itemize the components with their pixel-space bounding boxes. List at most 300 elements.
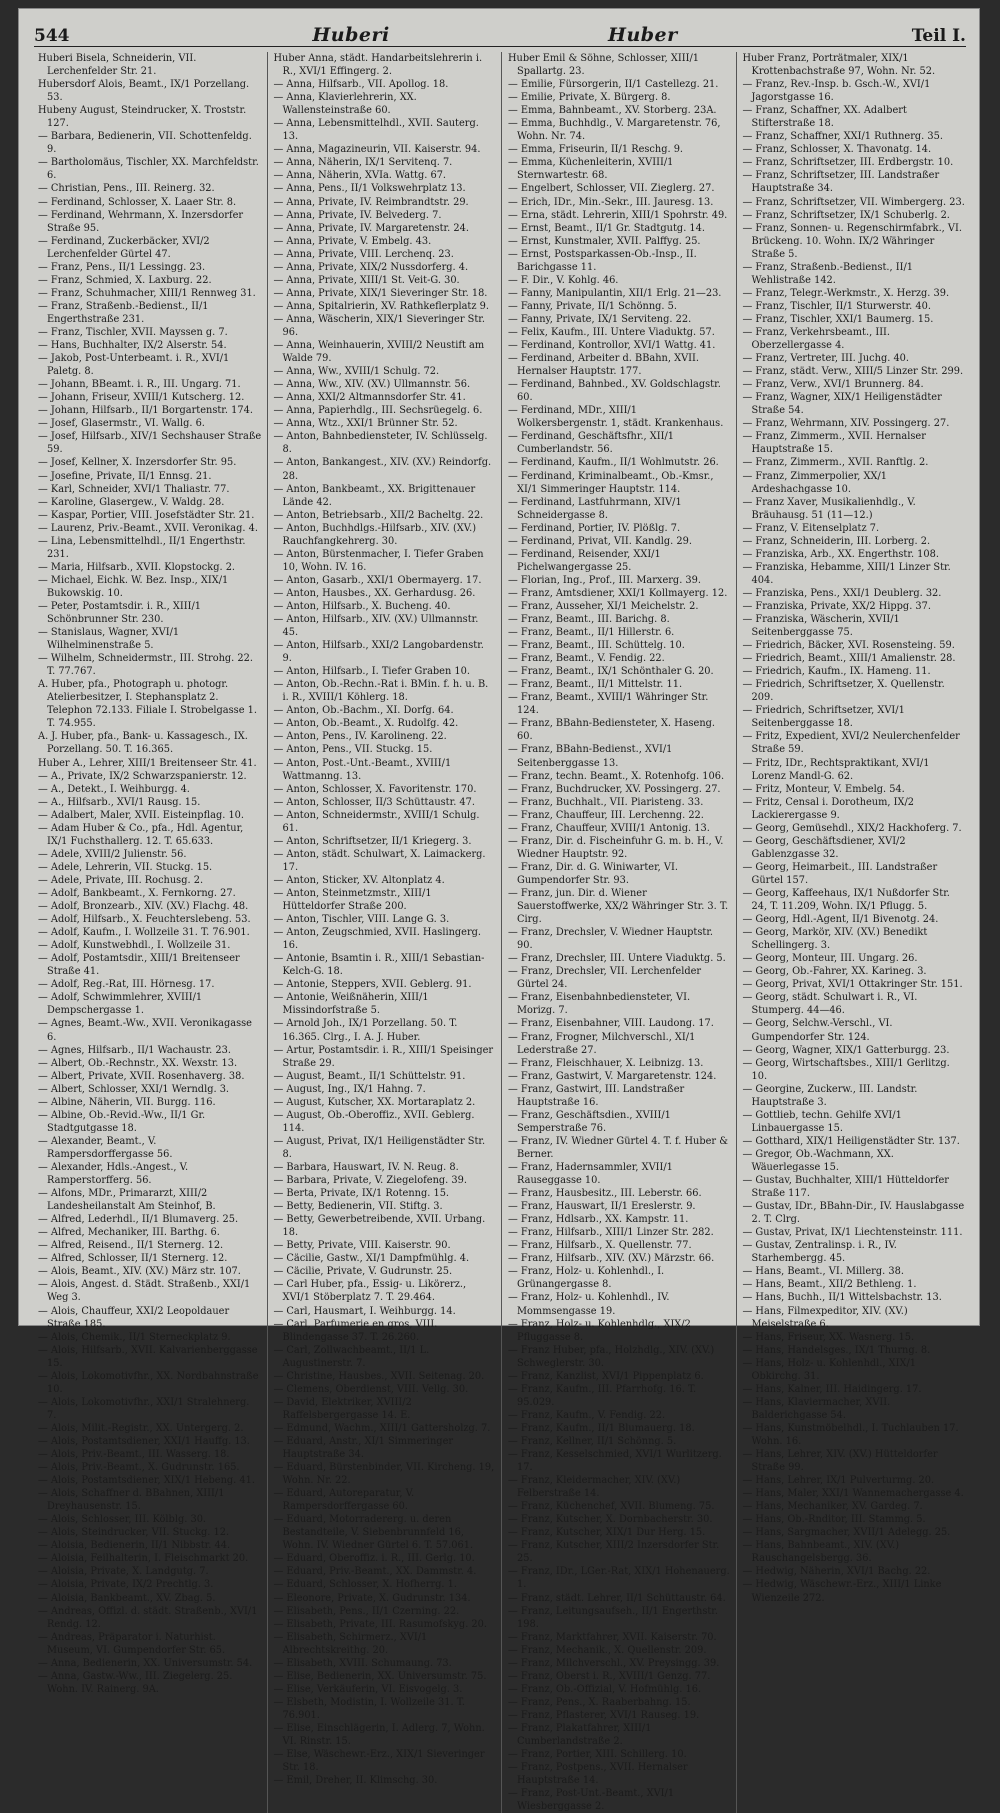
directory-entry: — Betty, Bedienerin, VII. Stiftg. 3. [273, 1201, 443, 1213]
directory-entry: — Georg, Markör, XIV. (XV.) Benedikt Schellingerg. 3. [742, 927, 928, 952]
directory-entry: — Alois, Chauffeur, XXI/2 Leopoldauer Straße 185. [38, 1305, 230, 1330]
directory-entry: — Peter, Postamtsdir. i. R., XIII/1 Schönbrunner Str. 230. [38, 600, 202, 626]
directory-entry: — Franz, Chauffeur, XVIII/1 Antonig. 13. [508, 822, 710, 834]
directory-entry: — Franz, Sonnen- u. Regenschirmfabrk., VI. Brückeng. 10. Wohn. IX/2 Währinger Straße 5. [742, 222, 962, 260]
directory-entry: — Franz, Beamt., XVIII/1 Währinger Str. 124. [508, 692, 709, 717]
directory-entry: — Anton, Hilfsarb., XXI/2 Langobardenstr. 9. [273, 640, 484, 665]
directory-entry: — Franz, städt. Lehrer, II/1 Schüttaustr. 64. [508, 1592, 726, 1604]
directory-entry: — Franziska, Hebamme, XIII/1 Linzer Str. 404. [742, 561, 951, 586]
directory-entry: — Anna, Spitalrierin, XV. Rathkeflerplatz 9. [273, 300, 489, 312]
directory-entry: — Anton, Schlosser, X. Favoritenstr. 170. [273, 783, 477, 795]
directory-entry: — Franz, IV. Wiedner Gürtel 4. T. f. Huber & Berner. [508, 1135, 728, 1160]
directory-entry: — Ferdinand, Lastfuhrmann, XIV/1 Schneidergasse 8. [508, 496, 682, 521]
directory-entry: — Friedrich, Beamt., XIII/1 Amalienstr. 28. [742, 653, 956, 665]
column-2 [267, 52, 502, 1813]
directory-entry: — Adolf, Schwimmlehrer, XVIII/1 Dempschergasse 1. [38, 992, 203, 1017]
directory-entry: — Karoline, Glasergew., V. Waldg. 28. [38, 496, 225, 508]
directory-entry: — Franz, Buchhalt., VII. Piaristeng. 33. [508, 796, 704, 808]
directory-entry: — Florian, Ing., Prof., III. Marxerg. 39. [508, 574, 702, 586]
directory-entry: — Fanny, Private, IX/1 Serviteng. 22. [508, 313, 692, 325]
directory-entry: — Franz, Beamt., II/1 Mittelstr. 11. [508, 679, 683, 691]
directory-entry: — Franz, Holz- u. Kohlenhdl., I. Grünangergasse 8. [508, 1266, 665, 1291]
directory-entry: — Anton, Post.-Unt.-Beamt., XVIII/1 Wattmanng. 13. [273, 757, 452, 782]
directory-entry: — Hans, Kunstmöbelhdl., I. Tuchlauben 17. Wohn. 16. [742, 1422, 959, 1447]
directory-entry: — Erich, IDr., Min.-Sekr., III. Jauresg. 13. [508, 196, 714, 208]
directory-entry: — Franz, Straßenb.-Bedienst., II/1 Engerthstraße 231. [38, 300, 209, 325]
directory-entry: Huber Anna, städt. Handarbeitslehrerin i. R., XVI/1 Effingerg. 2. [273, 53, 483, 78]
directory-entry: — Emma, Buchhdlg., V. Margaretenstr. 76, Wohn. Nr. 74. [508, 118, 721, 143]
directory-entry: — Ferdinand, Reisender, XXI/1 Pichelwangergasse 25. [508, 548, 661, 573]
directory-entry: — Alfred, Lederhdl., II/1 Blumaverg. 25. [38, 1214, 239, 1226]
directory-entry: — Aloisia, Bankbeamt., XV. Zbag. 5. [38, 1592, 216, 1604]
directory-entry: — Stanislaus, Wagner, XVI/1 Wilhelminenstraße 5. [38, 627, 180, 652]
directory-entry: — Antonie, Bsamtin i. R., XIII/1 Sebastian-Kelch-G. 18. [273, 953, 485, 978]
directory-entry: — Franz, Schaffner, XX. Adalbert Stifterstraße 18. [742, 105, 907, 130]
directory-entry: — Eduard, Autoreparatur, V. Rampersdorffergasse 60. [273, 1488, 415, 1513]
directory-entry: — Anton, Ob.-Bachm., XI. Dorfg. 64. [273, 705, 454, 717]
directory-entry: Huber Emil & Söhne, Schlosser, XIII/1 Spallartg. 23. [508, 53, 699, 78]
directory-entry: — Hans, Handelsges., IX/1 Thurng. 8. [742, 1344, 931, 1356]
directory-entry: — Anton, Pens., IV. Karolineng. 22. [273, 731, 447, 743]
directory-entry: — Ferdinand, Wehrmann, X. Inzersdorfer Straße 95. [38, 209, 244, 234]
page-number: 544 [34, 26, 70, 46]
directory-entry: — Georg, Ob.-Fahrer, XX. Karineg. 3. [742, 966, 927, 978]
directory-entry: — Alois, Steindrucker, VII. Stuckg. 12. [38, 1527, 230, 1539]
directory-entry: — Hedwig, Näherin, XVI/1 Bachg. 22. [742, 1566, 931, 1578]
directory-entry: — Georg, Selchw.-Verschl., VI. Gumpendorfer Str. 124. [742, 1018, 893, 1043]
directory-entry: — Ferdinand, Privat, VII. Kandlg. 29. [508, 535, 692, 547]
directory-entry: — Georg, Privat, XVI/1 Ottakringer Str. 151. [742, 979, 963, 991]
directory-entry: — Andreas, Offizl. d. städt. Straßenb., XVI/1 Rendg. 12. [38, 1605, 258, 1630]
directory-entry: — Anton, Ob.-Beamt., X. Rudolfg. 42. [273, 718, 459, 730]
directory-entry: — Georg, Gemüsehdl., XIX/2 Hackhoferg. 7. [742, 822, 962, 834]
directory-entry: — Aloisia, Private, IX/2 Prechtlg. 3. [38, 1579, 214, 1591]
directory-entry: — Ernst, Kunstmaler, XVII. Palffyg. 25. [508, 235, 701, 247]
directory-entry: — Betty, Private, VIII. Kaiserstr. 90. [273, 1240, 451, 1252]
directory-entry: — Franz, Pens., II/1 Lessingg. 23. [38, 261, 206, 273]
directory-entry: — Anton, Hilfsarb., X. Bucheng. 40. [273, 600, 451, 612]
directory-entry: — Anna, Private, V. Embelg. 43. [273, 235, 432, 247]
directory-entry: — Anna, Hilfsarb., VII. Apollog. 18. [273, 79, 449, 91]
directory-entry: — Franz, jun. Dir. d. Wiener Sauerstoffwerke, XX/2 Währinger Str. 3. T. Cirg. [508, 888, 729, 926]
directory-entry: — Franz, Ausseher, XI/1 Meichelstr. 2. [508, 600, 699, 612]
directory-entry: — Hans, Maler, XXI/1 Wannemachergasse 4. [742, 1488, 964, 1500]
directory-entry: — Franz, Plakatfahrer, XIII/1 Cumberlandstraße 2. [508, 1723, 652, 1748]
directory-entry: — Franziska, Arb., XX. Engerthstr. 108. [742, 548, 939, 560]
directory-entry: — Josef, Glasermstr., VI. Wallg. 6. [38, 418, 205, 430]
directory-entry: — Hans, Mechaniker, XV. Gardeg. 7. [742, 1501, 923, 1513]
directory-entry: — Bartholomäus, Tischler, XX. Marchfeldstr. 6. [38, 157, 259, 182]
directory-entry: — Adolf, Kaufm., I. Wollzeile 31. T. 76.901. [38, 927, 250, 939]
directory-entry: — Andreas, Präparator i. Naturhist. Museum, VI. Gumpendorfer Str. 65. [38, 1631, 226, 1656]
directory-entry: — August, Ing., IX/1 Hahng. 7. [273, 1083, 426, 1095]
directory-entry: — Carl Huber, pfa., Essig- u. Likörerz., XVI/1 Stöberplatz 7. T. 29.464. [273, 1279, 467, 1304]
directory-entry: — Franz, Milchverschl., XV. Preysingg. 39. [508, 1657, 720, 1669]
directory-entry: — Albine, Näherin, VII. Burgg. 116. [38, 1096, 216, 1108]
directory-entry: — Franz, Beamt., IX/1 Schönthaler G. 20. [508, 666, 714, 678]
directory-entry: — Anton, städt. Schulwart, X. Laimackerg. 17. [273, 848, 486, 873]
directory-entry: — Carl, Zollwachbeamt., II/1 L. Augustinerstr. 7. [273, 1344, 430, 1369]
directory-entry: — Elisabeth, XVIII. Schumaung. 73. [273, 1657, 452, 1669]
directory-entry: — Albert, Private, XVII. Rosenhaverg. 38. [38, 1070, 245, 1082]
directory-entry: — Franz, Wehrmann, XIV. Possingerg. 27. [742, 418, 950, 430]
directory-entry: — Alois, Lokomotivfhr., XX. Nordbahnstraße 10. [38, 1370, 259, 1395]
directory-entry: — Engelbert, Schlosser, VII. Zieglerg. 27. [508, 183, 715, 195]
directory-entry: — Anna, Private, XIX/1 Sieveringer Str. 18. [273, 287, 488, 299]
directory-entry: — Eduard, Bürstenbinder, VII. Kircheng. 19, Wohn. Nr. 22. [273, 1462, 495, 1487]
directory-entry: — Franziska, Wäscherin, XVII/1 Seitenberggasse 75. [742, 614, 900, 639]
directory-entry: — Friedrich, Schriftsetzer, XVI/1 Seitenberggasse 18. [742, 705, 905, 730]
directory-entry: — Anton, Hausbes., XX. Gerhardusg. 26. [273, 587, 476, 599]
directory-entry: — Franz, Schmied, X. Laxburg. 22. [38, 274, 212, 286]
directory-entry: — Johann, Hilfsarb., II/1 Borgartenstr. 174. [38, 405, 253, 417]
directory-entry: — Adele, XVIII/2 Julienstr. 56. [38, 848, 187, 860]
directory-entry: — Anton, Hilfsarb., I. Tiefer Graben 10. [273, 666, 470, 678]
directory-entry: — Anna, Näherin, XVIa. Wattg. 67. [273, 170, 447, 182]
directory-entry: — Franz, Eisenbahnbediensteter, VI. Morizg. 7. [508, 992, 691, 1017]
directory-entry: — Ferdinand, Schlosser, X. Laaer Str. 8. [38, 196, 237, 208]
directory-entry: — Alois, Chemik., II/1 Sterneckplatz 9. [38, 1331, 231, 1343]
directory-entry: — Gotthard, XIX/1 Heiligenstädter Str. 137. [742, 1135, 960, 1147]
directory-entry: — Antonie, Weißnäherin, XIII/1 Missindorfstraße 5. [273, 992, 429, 1017]
directory-entry: — Franz, Frogner, Milchverschl., XI/1 Lederstraße 27. [508, 1031, 696, 1056]
column-4 [736, 52, 971, 1813]
directory-entry: — Clemens, Oberdienst, VIII. Vellg. 30. [273, 1383, 469, 1395]
directory-entry: — Georg, Wirtschaftsbes., XIII/1 Gerlitzg. 10. [742, 1057, 950, 1082]
directory-entry: — Friedrich, Bäcker, XVI. Rosensteing. 59. [742, 640, 955, 652]
directory-entry: A. Huber, pfa., Photograph u. photogr. Atelierbesitzer, I. Stephansplatz 2. Telephon 72.133. Filiale I. Strobelgasse 1. T. 74.955. [38, 679, 257, 730]
directory-entry: — Anton, Hilfsarb., XIV. (XV.) Ullmannstr. 45. [273, 614, 479, 639]
directory-entry: — Elise, Verkäuferin, VI. Eisvogelg. 3. [273, 1683, 463, 1695]
directory-entry: — Eleonore, Private, X. Gudrunstr. 134. [273, 1592, 471, 1604]
directory-entry: — Franz, Beamt., III. Schüttelg. 10. [508, 640, 685, 652]
directory-entry: — Aloisia, Private, X. Landgutg. 7. [38, 1566, 209, 1578]
directory-entry: — Arnold Joh., IX/1 Porzellang. 50. T. 16.365. Clrg., I. A. J. Huber. [273, 1018, 458, 1043]
directory-entry: — Anton, Bankbeamt., XX. Brigittenauer Lände 42. [273, 483, 476, 508]
directory-entry: — Alois, Schaffner d. BBahnen, XIII/1 Dreyhausenstr. 15. [38, 1488, 225, 1513]
directory-entry: — Ferdinand, Kontrollor, XVI/1 Wattg. 41. [508, 340, 716, 352]
directory-entry: — Anna, Papierhdlg., III. Sechsrüegelg. 6. [273, 405, 483, 417]
directory-entry: — Alexander, Beamt., V. Rampersdorffergasse 56. [38, 1135, 173, 1160]
directory-entry: — Hans, Beamt., VI. Millerg. 38. [742, 1266, 904, 1278]
directory-entry: — Betty, Gewerbetreibende, XVII. Urbang. 18. [273, 1214, 486, 1239]
directory-entry: — Franziska, Pens., XXI/1 Deublerg. 32. [742, 587, 942, 599]
directory-entry: — Anton, Buchhdlgs.-Hilfsarb., XIV. (XV.) Rauchfangkehrerg. 30. [273, 522, 477, 547]
directory-entry: — A., Hilfsarb., XVI/1 Rausg. 15. [38, 796, 201, 808]
directory-entry: — Franz, Hausbesitz., III. Leberstr. 66. [508, 1188, 702, 1200]
directory-entry: — Adalbert, Maler, XVII. Eisteinpflag. 10. [38, 809, 245, 821]
volume-part: Teil I. [911, 26, 966, 46]
directory-entry: — Emilie, Private, X. Bürgerg. 8. [508, 92, 671, 104]
directory-entry: — Emma, Friseurin, II/1 Reschg. 9. [508, 144, 684, 156]
directory-entry: — Anton, Gasarb., XXI/1 Obermayerg. 17. [273, 574, 482, 586]
directory-entry: — Eduard, Anstr., XI/1 Simmeringer Hauptstraße 34. [273, 1435, 454, 1461]
directory-entry: — Anton, Schneidermstr., XVIII/1 Schulg. 61. [273, 809, 480, 834]
directory-entry: — Franz Huber, pfa., Holzhdlg., XIV. (XV.) Schweglerstr. 30. [508, 1344, 715, 1369]
directory-entry: — Hans, Buchhalter, IX/2 Alserstr. 54. [38, 340, 227, 352]
directory-page [18, 8, 980, 1813]
directory-entry: — Georg, Hdl.-Agent, II/1 Bivenotg. 24. [742, 914, 939, 926]
directory-entry: — Franz, Gastwirt, III. Landstraßer Hauptstraße 16. [508, 1083, 685, 1108]
directory-entry: — August, Kutscher, XX. Mortaraplatz 2. [273, 1096, 476, 1108]
directory-entry: — Ferdinand, Zuckerbäcker, XVI/2 Lerchenfelder Gürtel 47. [38, 235, 210, 260]
directory-entry: — Christine, Hausbes., XVII. Seitenag. 20. [273, 1370, 485, 1382]
directory-entry: — Else, Wäschewr.-Erz., XIX/1 Sieveringer Str. 18. [273, 1749, 485, 1774]
directory-entry: — Alois, Schlosser, III. Kölblg. 30. [38, 1514, 207, 1526]
directory-entry: — Fanny, Manipulantin, XII/1 Erlg. 21—23. [508, 287, 722, 299]
directory-entry: — Franz, Schlosser, X. Thavonatg. 14. [742, 144, 932, 156]
directory-entry: — Barbara, Bedienerin, VII. Schottenfeldg. 9. [38, 131, 252, 156]
directory-entry: — Adolf, Bankbeamt., X. Fernkorng. 27. [38, 888, 236, 899]
directory-entry: — Agnes, Hilfsarb., II/1 Wachaustr. 23. [38, 1044, 231, 1056]
directory-entry: — Franz, Drechsler, VII. Lerchenfelder Gürtel 24. [508, 966, 702, 991]
directory-entry: — Adolf, Postamtsdir., XIII/1 Breitenseer Straße 41. [38, 953, 240, 978]
directory-entry: — Alois, Priv.-Beamt., X. Gudrunstr. 165. [38, 1462, 240, 1474]
directory-entry: — Anna, XXI/2 Altmannsdorfer Str. 41. [273, 392, 466, 404]
directory-entry: — Agnes, Beamt.-Ww., XVII. Veronikagasse 6. [38, 1018, 252, 1043]
directory-entry: — Anna, Private, XIII/1 St. Veit-G. 30. [273, 274, 460, 286]
directory-entry: — Franz, Beamt., II/1 Hillerstr. 6. [508, 627, 675, 639]
directory-entry: — Alfred, Schlosser, II/1 Sternerg. 12. [38, 1253, 228, 1265]
directory-entry: — Franz, Schriftsetzer, III. Erdbergstr. 10. [742, 157, 954, 169]
directory-entry: — Josef, Hilfsarb., XIV/1 Sechshauser Straße 59. [38, 431, 262, 456]
directory-entry: — Franz, Schriftsetzer, III. Landstraßer Hauptstraße 34. [742, 170, 940, 195]
directory-entry: — Fritz, Expedient, XVI/2 Neulerchenfelder Straße 59. [742, 731, 960, 756]
directory-entry: — Anna, Bedienerin, XX. Universumstr. 54. [38, 1657, 253, 1669]
directory-entry: — Franz, techn. Beamt., X. Rotenhofg. 106. [508, 770, 725, 782]
directory-entry: — Georg, Wagner, XIX/1 Gatterburgg. 23. [742, 1044, 950, 1056]
directory-entry: — Franz, Straßenb.-Bedienst., II/1 Wehlistraße 142. [742, 261, 914, 286]
directory-entry: — Franz, Oberst i. R., XVIII/1 Genzg. 77. [508, 1670, 711, 1682]
directory-entry: — Hans, Buchh., II/1 Wittelsbachstr. 13. [742, 1292, 942, 1304]
directory-entry: — Alfred, Reisend., II/1 Sternerg. 12. [38, 1240, 224, 1252]
directory-entry: — Carl, Parfumerie en gros, VIII. Blindengasse 37. T. 26.260. [273, 1318, 438, 1343]
directory-entry: — Franz, Hilfsarb., XIII/1 Linzer Str. 282. [508, 1227, 714, 1239]
directory-entry: — Franz, Kellner, II/1 Schönng. 5. [508, 1435, 677, 1447]
directory-entry: — Franz, Telegr.-Werkmstr., X. Herzg. 39. [742, 287, 950, 299]
directory-entry: — Franz, Drechsler, V. Wiedner Hauptstr. 90. [508, 927, 714, 952]
directory-entry: — Anna, Näherin, IX/1 Servitenq. 7. [273, 157, 453, 169]
directory-entry: — Johann, BBeamt. i. R., III. Ungarg. 71. [38, 379, 241, 391]
directory-entry: — Alois, Hilfsarb., XVII. Kalvarienberggasse 15. [38, 1344, 258, 1369]
directory-entry: — Franz, Kutscher, XIII/2 Inzersdorfer Str. 25. [508, 1540, 720, 1565]
directory-entry: — Elsbeth, Modistin, I. Wollzeile 31. T. 76.901. [273, 1696, 465, 1721]
directory-entry: — Franz, Kutscher, XIX/1 Dur Herg. 15. [508, 1527, 706, 1539]
directory-entry: — Alois, Priv.-Beamt., III. Wasserg. 18. [38, 1449, 230, 1461]
directory-entry: — Carl, Hausmart, I. Weihburgg. 14. [273, 1305, 456, 1317]
directory-entry: — Anton, Betriebsarb., XII/2 Bacheltg. 22. [273, 509, 484, 521]
directory-entry: — Franz, Hilfsarb., XIV. (XV.) Märzstr. 66. [508, 1253, 715, 1265]
directory-entry: — Elise, Bedienerin, XX. Universumstr. 75. [273, 1670, 487, 1682]
directory-entry: — Georgine, Zuckerw., III. Landstr. Hauptstraße 3. [742, 1083, 918, 1108]
directory-entry: — Franz, Tischler, II/1 Sturwerstr. 40. [742, 300, 931, 312]
directory-entry: — Emma, Bahnbeamt., XV. Storberg. 23A. [508, 105, 717, 117]
directory-entry: — Lina, Lebensmittelhdl., II/1 Engerthstr. 231. [38, 535, 246, 560]
directory-entry: — Franz, Hadernsammler, XVII/1 Rauseggasse 10. [508, 1161, 673, 1187]
directory-entry: — Hans, Bahnbeamt., XIV. (XV.) Rauschangelsbergg. 36. [742, 1540, 900, 1565]
directory-entry: — Albert, Ob.-Rechnstr., XX. Wexstr. 13. [38, 1057, 238, 1069]
directory-entry: — Anton, Schlosser, II/3 Schüttaustr. 47. [273, 796, 476, 808]
directory-entry: — Anna, Ww., XIV. (XV.) Ullmannstr. 56. [273, 379, 471, 391]
directory-entry: — Anna, Magazineurin, VII. Kaiserstr. 94. [273, 144, 481, 156]
directory-entry: — Eduard, Schlosser, X. Hofherrg. 1. [273, 1579, 457, 1591]
directory-entry: — Anton, Bahnbediensteter, IV. Schlüsselg. 8. [273, 431, 488, 456]
directory-entry: — Ferdinand, Kaufm., II/1 Wohlmutstr. 26. [508, 457, 719, 469]
directory-entry: Hubersdorf Alois, Beamt., IX/1 Porzellang. 53. [38, 79, 250, 104]
directory-entry: — Franz, Marktfahrer, XVII. Kaiserstr. 70. [508, 1631, 717, 1643]
directory-entry: — Anna, Ww., XVIII/1 Schulg. 72. [273, 366, 440, 378]
directory-entry: — Michael, Eichk. W. Bez. Insp., XIX/1 Bukowskig. 10. [38, 574, 229, 599]
directory-entry: — Franziska, Private, XX/2 Hippg. 37. [742, 600, 932, 612]
column-1 [32, 52, 267, 1813]
directory-entry: — August, Privat, IX/1 Heiligenstädter Str. 8. [273, 1135, 486, 1160]
directory-entry: — Adele, Lehrerin, VII. Stuckg. 15. [38, 861, 213, 873]
directory-entry: — Gustav, Buchhalter, XIII/1 Hütteldorfer Straße 117. [742, 1175, 949, 1200]
directory-entry: — Cäcilie, Private, V. Gudrunstr. 25. [273, 1266, 453, 1278]
directory-entry: — Franz, Schuhmacher, XIII/1 Rennweg 31. [38, 287, 256, 299]
directory-entry: — Anna, Wäscherin, XIX/1 Sieveringer Str. 96. [273, 313, 486, 338]
directory-entry: — Fritz, IDr., Rechtspraktikant, XVI/1 Lorenz Mandl-G. 62. [742, 757, 930, 782]
directory-entry: Huberi Bisela, Schneiderin, VII. Lerchenfelder Str. 21. [38, 53, 197, 78]
directory-entry: — Emilie, Fürsorgerin, II/1 Castellezg. 21. [508, 79, 719, 91]
directory-entry: — Franz, Portier, XIII. Schillerg. 10. [508, 1749, 687, 1761]
directory-entry: — Alois, Postamtsdiener, XXI/1 Hauffg. 13. [38, 1435, 250, 1447]
directory-entry: — Franz, Kaufm., V. Fendig. 22. [508, 1409, 666, 1421]
directory-entry: — Anton, Ob.-Rechn.-Rat i. BMin. f. h. u. B. i. R., XVIII/1 Köhlerg. 18. [273, 679, 489, 704]
directory-entry: — Anna, Wtz., XXI/1 Brünner Str. 52. [273, 418, 458, 430]
directory-entry: — Anton, Bürstenmacher, I. Tiefer Graben 10, Wohn. IV. 16. [273, 548, 484, 573]
directory-entry: — Franz, Küchenchef, XVII. Blumeng. 75. [508, 1501, 715, 1513]
directory-entry: — Ernst, Postsparkassen-Ob.-Insp., II. Barichgasse 11. [508, 248, 697, 273]
directory-entry: — Franz, Schriftsetzer, IX/1 Schuberlg. 2. [742, 209, 950, 221]
directory-entry: — Anton, Steinmetzmstr., XIII/1 Hütteldorfer Straße 200. [273, 888, 432, 913]
directory-entry: — Hans, Holz- u. Kohlenhdl., XIX/1 Obkirchg. 31. [742, 1357, 916, 1382]
directory-entry: — Adolf, Reg.-Rat, III. Hörnesg. 17. [38, 979, 215, 991]
directory-entry: — Franz, Fleischhauer, X. Leibnizg. 13. [508, 1057, 704, 1069]
directory-entry: — Franz, V. Eitenselplatz 7. [742, 522, 880, 534]
directory-entry: — Elisabeth, Private, III. Rasumofskyg. 20. [273, 1618, 487, 1630]
directory-entry: — Franz, BBahn-Bediensteter, X. Haseng. 60. [508, 718, 716, 743]
directory-entry: — Alois, Milit.-Registr., XX. Untergerg. 2. [38, 1422, 244, 1434]
directory-entry: — Anton, Pens., VII. Stuckg. 15. [273, 744, 433, 756]
directory-entry: — Kaspar, Portier, VIII. Josefstädter Str. 21. [38, 509, 255, 521]
directory-entry: — Karl, Schneider, XVI/1 Thaliastr. 77. [38, 483, 230, 495]
directory-entry: — Franz, Pflasterer, XVI/1 Rauseg. 19. [508, 1709, 700, 1721]
directory-entry: — Anton, Tischler, VIII. Lange G. 3. [273, 914, 450, 926]
directory-entry: — Franz, Kesselschmied, XVI/1 Wurlitzerg. 17. [508, 1449, 722, 1474]
directory-entry: — Gregor, Ob.-Wachmann, XX. Wäuerlegasse 15. [742, 1148, 894, 1173]
directory-entry: — Franz, Hdlsarb., XX. Kampstr. 11. [508, 1214, 689, 1226]
page-header [34, 18, 966, 47]
directory-entry: — Elise, Einschlägerin, I. Adlerg. 7, Wohn. VI. Rinstr. 15. [273, 1723, 485, 1748]
directory-entry: — Adam Huber & Co., pfa., Hdl. Agentur, IX/1 Fuchsthallerg. 12. T. 65.633. [38, 822, 244, 847]
directory-entry: — Adolf, Hilfsarb., X. Feuchterslebeng. 53. [38, 914, 251, 926]
directory-entry: — Franz, Zimmerpolier, XX/1 Ardeshachgasse 10. [742, 470, 887, 495]
directory-entry: — Franz Xaver, Musikalienhdlg., V. Bräuhausg. 51 (11—12.) [742, 496, 916, 521]
directory-entry: — Albert, Schlosser, XXI/1 Werndlg. 3. [38, 1083, 230, 1095]
directory-entry: — Franz, Kaufm., III. Pfarrhofg. 16. T. 95.029. [508, 1383, 697, 1408]
directory-entry: — Anna, Lebensmittelhdl., XVII. Sauterg. 13. [273, 118, 479, 143]
directory-entry: — Gustav, IDr., BBahn-Dir., IV. Hauslabgasse 2. T. Clrg. [742, 1201, 965, 1226]
directory-entry: — Franz, Tischler, XXI/1 Baumerg. 15. [742, 313, 934, 325]
directory-entry: — Georg, städt. Schulwart i. R., VI. Stumperg. 44—46. [742, 992, 918, 1017]
directory-entry: — Ferdinand, Kriminalbeamt., Ob.-Kmsr., XI/1 Simmeringer Hauptstr. 114. [508, 470, 714, 495]
directory-entry: — Georg, Heimarbeit., III. Landstraßer Gürtel 157. [742, 861, 938, 886]
directory-entry: — Aloisia, Bedienerin, II/1 Nibbstr. 44. [38, 1540, 231, 1552]
directory-entry: — Anton, Bankangest., XIV. (XV.) Reindorfg. 28. [273, 457, 492, 482]
directory-entry: — Hans, Lehrer, XIV. (XV.) Hütteldorfer Straße 99. [742, 1449, 938, 1474]
directory-entry: — Franz, Amtsdiener, XXI/1 Kollmayerg. 12. [508, 587, 728, 599]
directory-entry: — Franz, Schaffner, XXI/1 Ruthnerg. 35. [742, 131, 943, 143]
directory-entry: — Johann, Friseur, XVIII/1 Kutscherg. 12. [38, 392, 245, 404]
directory-entry: — Alois, Angest. d. Städt. Straßenb., XXI/1 Weg 3. [38, 1279, 251, 1304]
directory-entry: — Josefine, Private, II/1 Ennsg. 21. [38, 470, 212, 482]
directory-entry: — Franz, Pens., X. Raaberbahng. 15. [508, 1696, 691, 1708]
directory-entry: — Erna, städt. Lehrerin, XIII/1 Spohrstr. 49. [508, 209, 728, 221]
directory-entry: — Franz, Kanzlist, XVI/1 Pippenplatz 6. [508, 1370, 704, 1382]
directory-entry: — Fritz, Censal i. Dorotheum, IX/2 Lackierergasse 9. [742, 796, 915, 821]
directory-entry: Huber A., Lehrer, XIII/1 Breitenseer Str. 41. [38, 757, 257, 769]
directory-entry: — Ferdinand, Portier, IV. Plößlg. 7. [508, 522, 681, 534]
directory-entry: — Franz, städt. Verw., XIII/5 Linzer Str. 299. [742, 366, 964, 378]
directory-entry: — Maria, Hilfsarb., XVII. Klopstockg. 2. [38, 561, 236, 573]
directory-entry: — Jakob, Post-Unterbeamt. i. R., XVI/1 Paletg. 8. [38, 353, 230, 378]
directory-entry: — Franz, Kutscher, X. Dornbacherstr. 30. [508, 1514, 713, 1526]
directory-entry: — Adele, Private, III. Rochusg. 2. [38, 874, 204, 886]
directory-entry: — Antonie, Steppers, XVII. Geblerg. 91. [273, 979, 472, 991]
directory-entry: — Artur, Postamtsdir. i. R., XIII/1 Speisinger Straße 29. [273, 1044, 494, 1069]
directory-entry: — Alois, Postamtsdiener, XIX/1 Hebeng. 41. [38, 1475, 255, 1487]
directory-entry: Hubeny August, Steindrucker, X. Troststr. 127. [38, 105, 247, 130]
directory-entry: — Adolf, Kunstwebhdl., I. Wollzeile 31. [38, 940, 231, 952]
directory-entry: — Christian, Pens., III. Reinerg. 32. [38, 183, 215, 195]
directory-entry: — Hans, Kalner, III. Haidingerg. 17. [742, 1383, 922, 1395]
directory-entry: — David, Elektriker, XVIII/2 Raffelsbergergasse 14. E. [273, 1396, 412, 1421]
directory-entry: — Ferdinand, Arbeiter d. BBahn, XVII. Hernalser Hauptstr. 177. [508, 353, 700, 378]
directory-entry: — Franz, Gastwirt, V. Margaretenstr. 124. [508, 1070, 717, 1082]
directory-entry: — Franz, Post-Unt.-Beamt., XVI/1 Wiesberggasse 2. [508, 1788, 675, 1813]
directory-entry: — Emil, Dreher, II. Klimschg. 30. [273, 1775, 438, 1787]
directory-entry: — Elisabeth, Pens., II/1 Czerning. 22. [273, 1605, 460, 1617]
directory-entry: — Franz, Kleidermacher, XIV. (XV.) Felberstraße 14. [508, 1475, 681, 1500]
directory-entry: — August, Ob.-Oberoffiz., XVII. Geblerg. 114. [273, 1109, 475, 1134]
directory-entry: — Georg, Monteur, III. Ungarg. 26. [742, 953, 918, 965]
directory-entry: — Anna, Klavierlehrerin, XX. Wallensteinstraße 60. [273, 92, 417, 117]
directory-entry: Huber Franz, Porträtmaler, XIX/1 Krottenbachstraße 97, Wohn. Nr. 52. [742, 53, 936, 78]
directory-entry: — Franz, Vertreter, III. Juchg. 40. [742, 353, 910, 365]
directory-entry: — Gustav, Zentralinsp. i. R., IV. Starhembergg. 45. [742, 1240, 897, 1265]
directory-entry: — Alexander, Hdls.-Angest., V. Ramperstorfferg. 56. [38, 1161, 189, 1187]
directory-entry: — Anna, Private, VIII. Lerchenq. 23. [273, 248, 454, 260]
directory-entry: — F. Dir., V. Kohlg. 46. [508, 274, 619, 286]
directory-entry: — Franz, Zimmerm., XVII. Ranftlg. 2. [742, 457, 929, 469]
directory-entry: — Hans, Friseur, XX. Wasnerg. 15. [742, 1331, 915, 1343]
directory-entry: — Anna, Weinhauerin, XVIII/2 Neustift am Walde 79. [273, 340, 485, 365]
directory-entry: — Alois, Lokomotivfhr., XXI/1 Stralehnerg. 7. [38, 1396, 250, 1421]
directory-entry: — Georg, Geschäftsdiener, XVI/2 Gablenzgasse 32. [742, 835, 906, 860]
directory-entry: — Alois, Beamt., XIV. (XV.) März str. 107. [38, 1266, 241, 1278]
directory-entry: — Franz, Verkehrsbeamt., III. Oberzellergasse 4. [742, 326, 891, 352]
directory-entry: — Edmund, Wachm., XIII/1 Gattersholzg. 7. [273, 1422, 491, 1434]
directory-entry: — Berta, Private, IX/1 Rotenng. 15. [273, 1188, 450, 1200]
directory-entry: — Franz, Hilfsarb., X. Quellenstr. 77. [508, 1240, 692, 1252]
directory-entry: — Anna, Private, XIX/2 Nussdorferg. 4. [273, 261, 469, 273]
directory-entry: — Hedwig, Wäschewr.-Erz., XIII/1 Linke Wienzeile 272. [742, 1579, 942, 1604]
directory-entry: A. J. Huber, pfa., Bank- u. Kassagesch., IX. Porzellang. 50. T. 16.365. [38, 731, 248, 756]
directory-entry: — Adolf, Bronzearb., XIV. (XV.) Flachg. 48. [38, 901, 249, 913]
directory-entry: — Anna, Pens., II/1 Volkswehrplatz 13. [273, 183, 466, 195]
directory-entry: — Franz, Mechanik., X. Quellenstr. 209. [508, 1644, 707, 1656]
